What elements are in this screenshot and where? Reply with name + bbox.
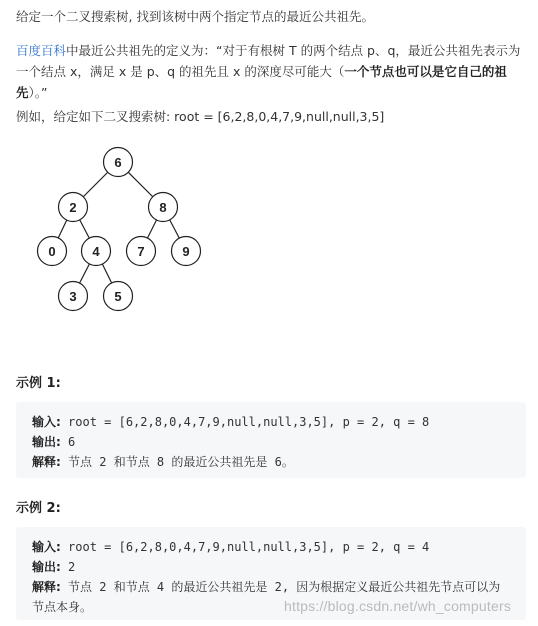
tree-node-label: 7 (137, 244, 145, 259)
tree-node (59, 282, 88, 311)
tree-node (149, 193, 178, 222)
definition-bold: 一个节点也可以是它自己的祖先 (16, 64, 507, 100)
output-label: 输出: (32, 435, 61, 449)
definition-text: 中最近公共祖先的定义为：“对于有根树 T 的两个结点 p、q，最近公共祖先表示为一个结点 x，满足 x 是 p、q 的祖先且 x 的深度尽可能大（ (16, 43, 521, 79)
problem-intro: 给定一个二叉搜索树, 找到该树中两个指定节点的最近公共祖先。 (16, 9, 374, 24)
tree-node (127, 237, 156, 266)
explain-value: 节点 2 和节点 8 的最近公共祖先是 6。 (60, 455, 294, 469)
csdn-watermark: https://blog.csdn.net/wh_computers (284, 598, 512, 614)
definition-text-end: ）。” (28, 85, 48, 100)
input-label: 输入: (32, 415, 61, 429)
tree-node-label: 3 (69, 289, 77, 304)
explain-value: 节点 2 和节点 4 的最近公共祖先是 2, 因为根据定义最近公共祖先节点可以为节点本身。 (32, 580, 501, 614)
tree-node-label: 6 (114, 155, 122, 170)
input-label: 输入: (32, 540, 61, 554)
tree-node (104, 282, 133, 311)
tree-node (38, 237, 67, 266)
example-intro: 例如，给定如下二叉搜索树: root = [6,2,8,0,4,7,9,null,null,3,5] (16, 109, 385, 124)
baike-link[interactable]: 百度百科 (16, 43, 67, 58)
tree-node-label: 9 (182, 244, 190, 259)
tree-node (172, 237, 201, 266)
output-value: 6 (60, 435, 76, 449)
tree-node (59, 193, 88, 222)
input-value: root = [6,2,8,0,4,7,9,null,null,3,5], p = 2, q = 8 (60, 415, 430, 429)
explain-label: 解释: (32, 580, 61, 594)
tree-node-label: 5 (114, 289, 122, 304)
output-value: 2 (60, 560, 76, 574)
example-1-code-block (16, 402, 526, 478)
definition-paragraph (16, 40, 526, 103)
example-2-title: 示例 2: (16, 501, 61, 516)
output-label: 输出: (32, 560, 61, 574)
tree-node (82, 237, 111, 266)
tree-node-label: 2 (69, 200, 77, 215)
input-value: root = [6,2,8,0,4,7,9,null,null,3,5], p = 2, q = 4 (60, 540, 430, 554)
tree-node (104, 148, 133, 177)
tree-node-label: 8 (159, 200, 167, 215)
tree-node-label: 0 (48, 244, 56, 259)
tree-edges (52, 162, 186, 296)
binary-search-tree-diagram (26, 140, 216, 330)
explain-label: 解释: (32, 455, 61, 469)
example-1-title: 示例 1: (16, 376, 61, 391)
tree-node-label: 4 (92, 244, 100, 259)
